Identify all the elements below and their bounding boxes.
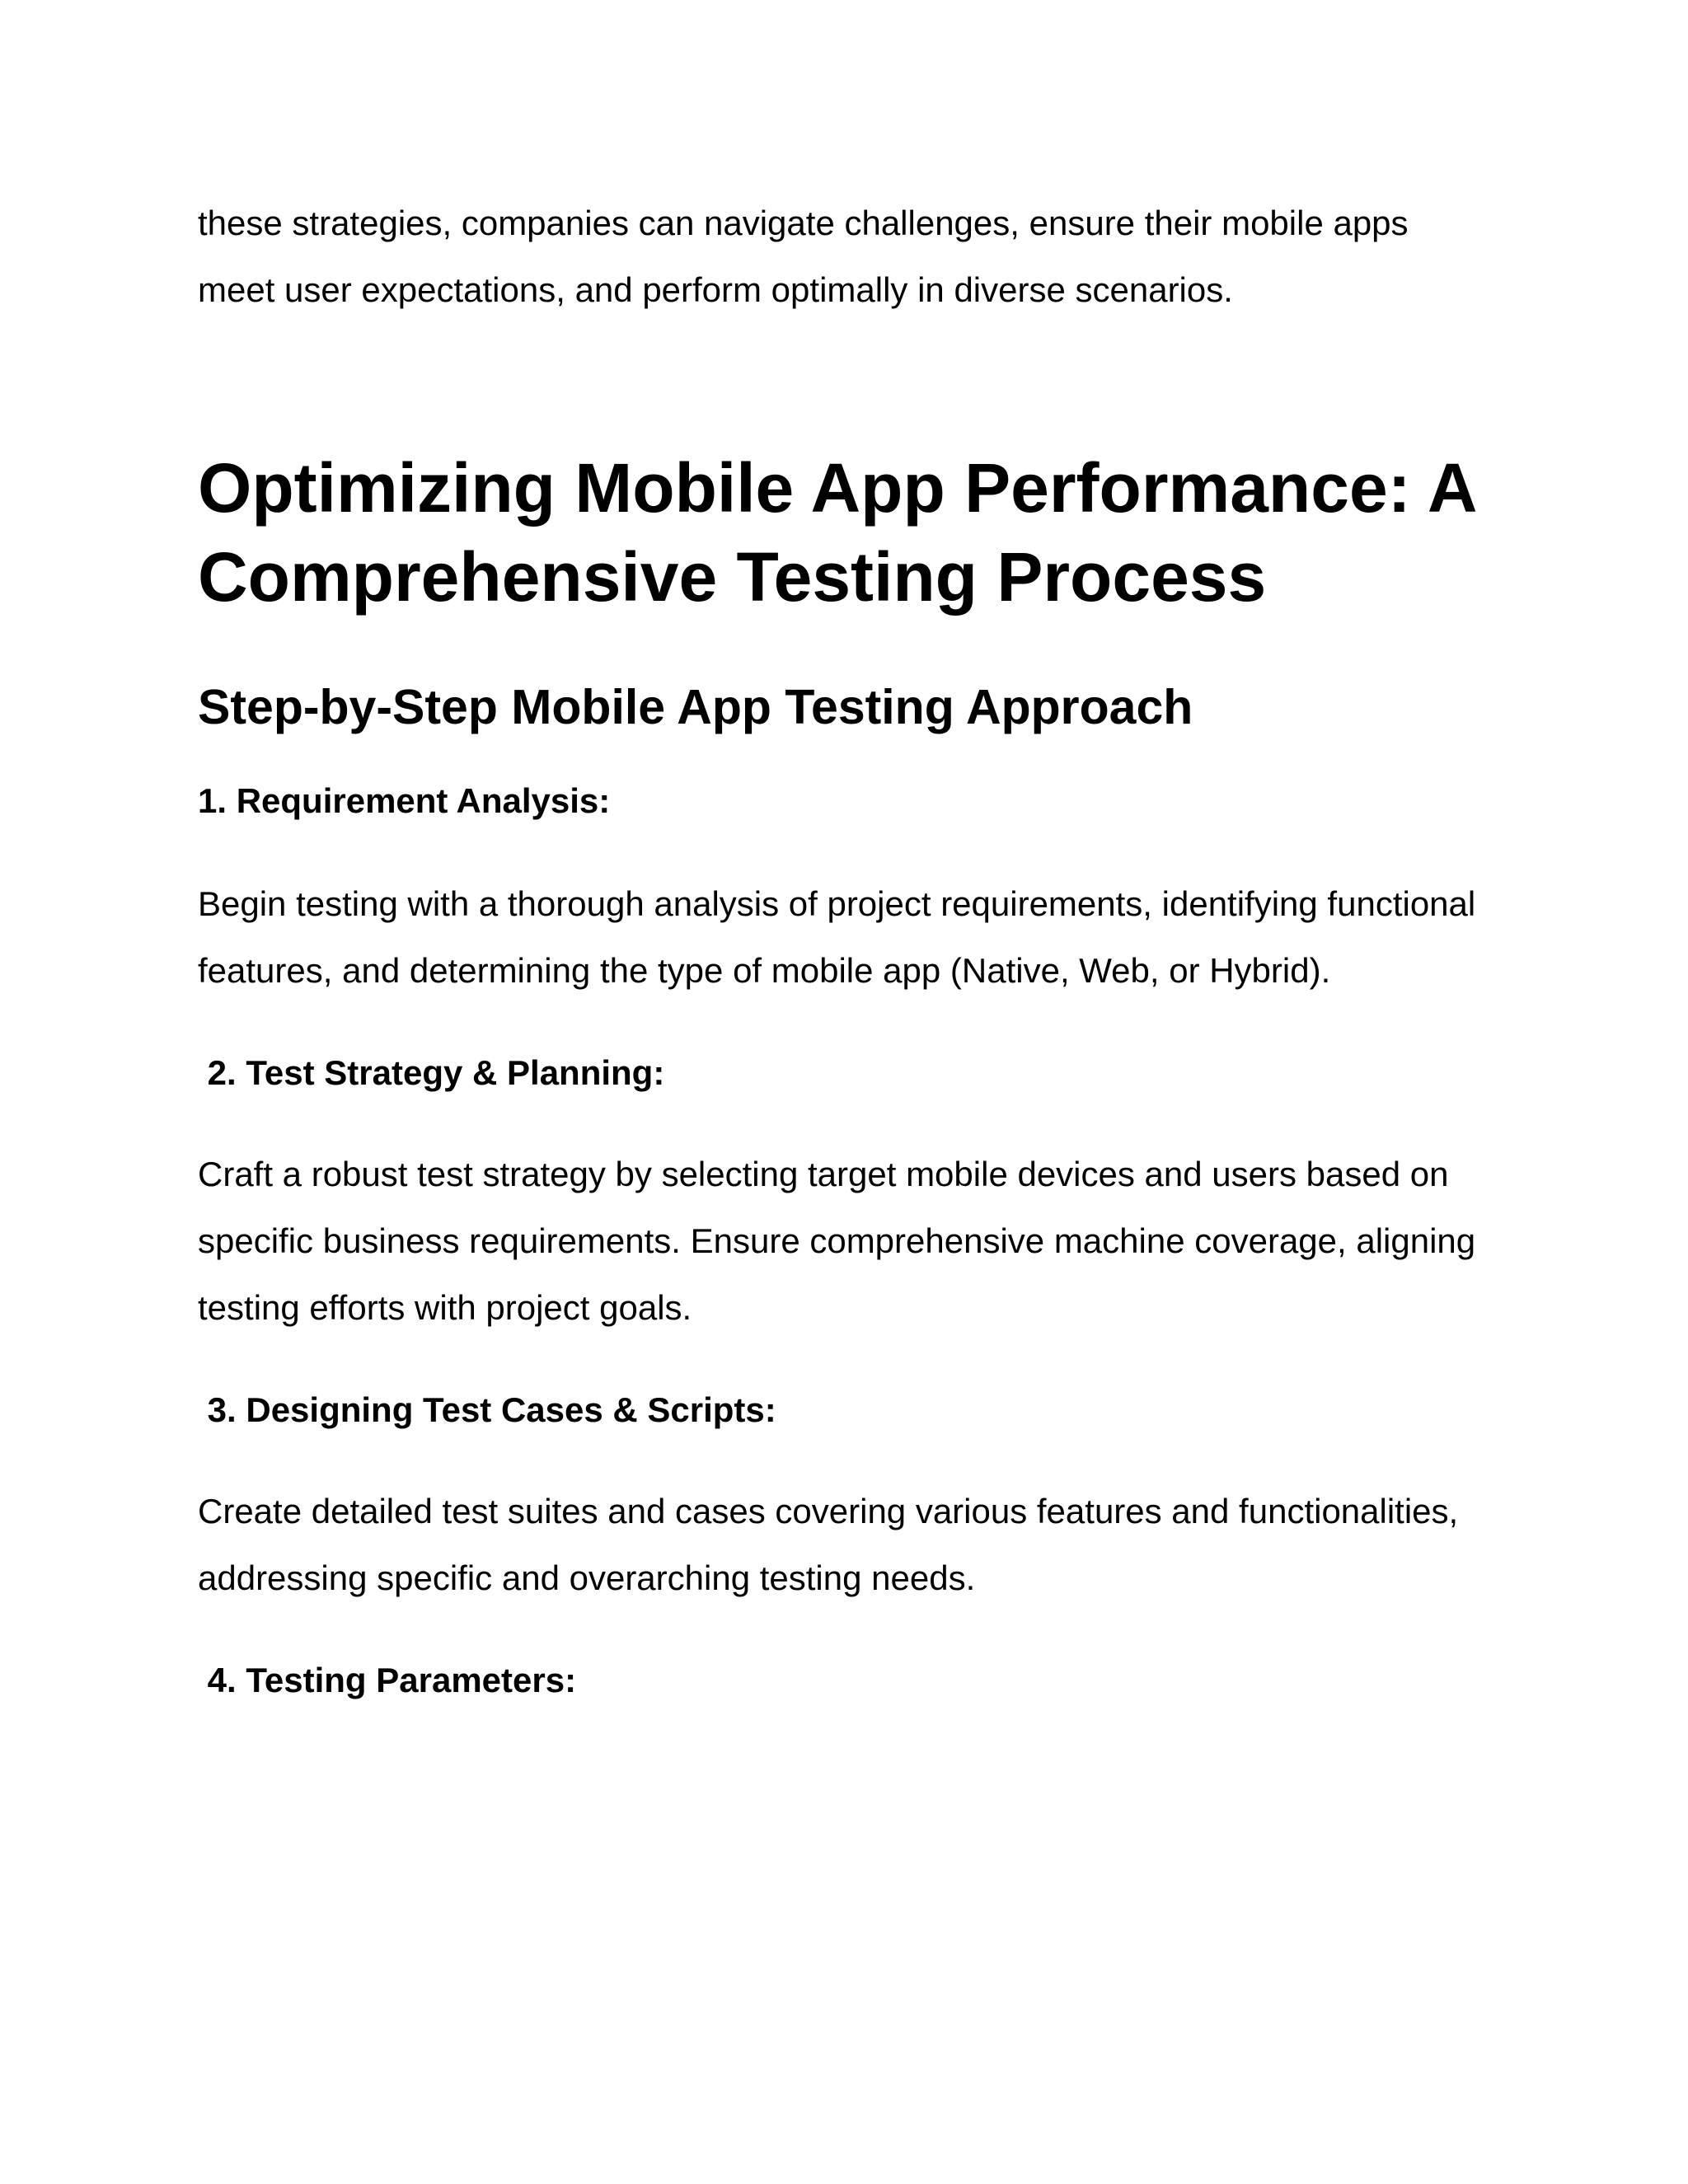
step-heading-requirement-analysis: 1. Requirement Analysis:: [198, 781, 611, 820]
step-body-test-strategy: Craft a robust test strategy by selecting target mobile devices and users based on specific business requirements. Ensure comprehensive machine coverage, aligning testing efforts with project goals.: [198, 1155, 1476, 1327]
step-heading-test-strategy: 2. Test Strategy & Planning:: [198, 1053, 665, 1092]
step-heading-designing-test-cases: 3. Designing Test Cases & Scripts:: [198, 1390, 776, 1429]
step-body-designing-test-cases: Create detailed test suites and cases covering various features and functionalities, addressing specific and overarching testing needs.: [198, 1492, 1459, 1597]
step-heading-testing-parameters: 4. Testing Parameters:: [198, 1661, 577, 1699]
page-title: Optimizing Mobile App Performance: A Comprehensive Testing Process: [198, 449, 1475, 616]
step-body-requirement-analysis: Begin testing with a thorough analysis of project requirements, identifying functional features, and determining the type of mobile app (Native, Web, or Hybrid).: [198, 884, 1476, 990]
document-page: [198, 190, 1484, 1705]
intro-paragraph: these strategies, companies can navigate challenges, ensure their mobile apps meet user expectations, and perform optimally in diverse scenarios.: [198, 204, 1409, 309]
section-heading: Step-by-Step Mobile App Testing Approach: [198, 680, 1193, 734]
